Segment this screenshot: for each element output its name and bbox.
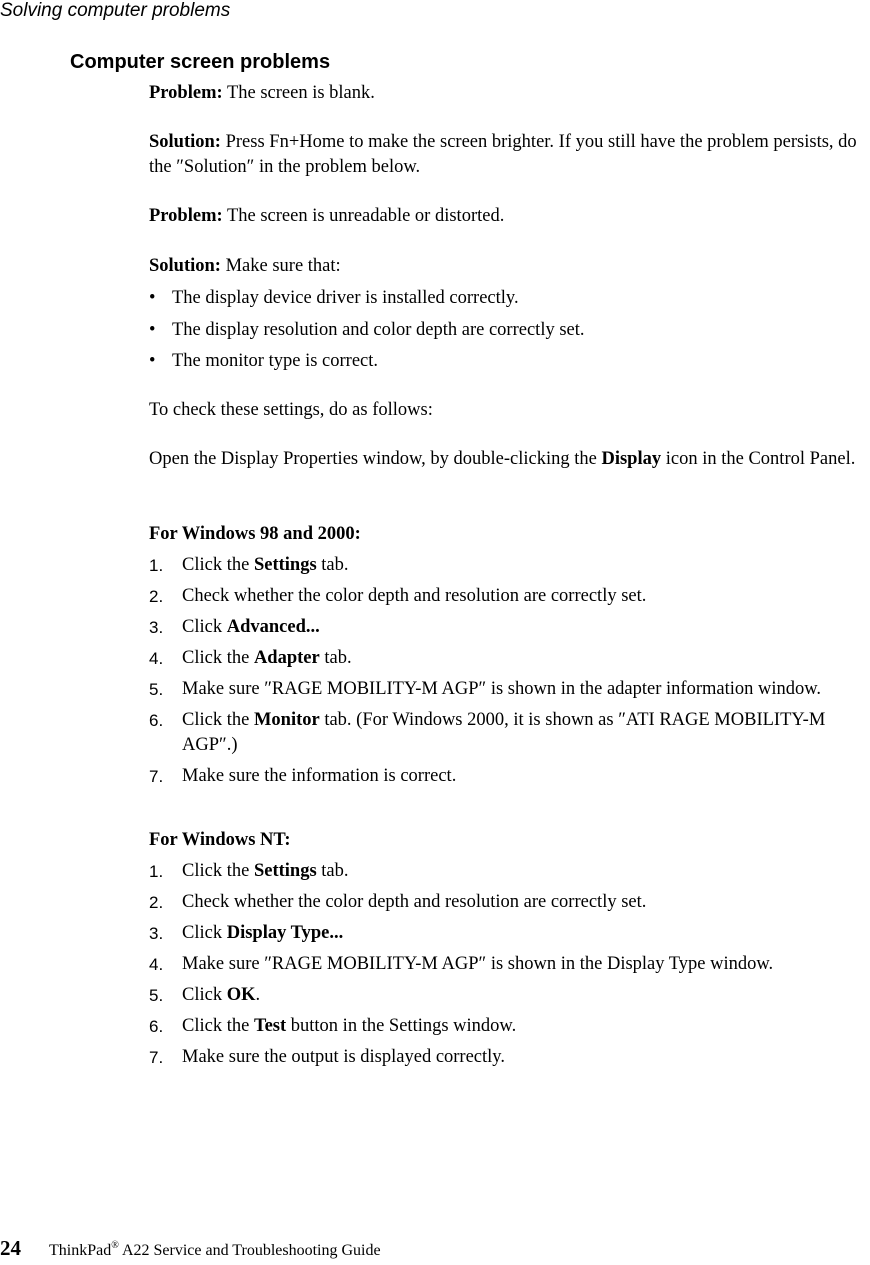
winnt-heading: For Windows NT: xyxy=(149,830,291,850)
display-icon-name: Display xyxy=(601,449,662,469)
problem-2 xyxy=(149,204,870,229)
problem-label: Problem: xyxy=(149,83,223,103)
bullet-icon: • xyxy=(149,319,156,340)
win98-heading: For Windows 98 and 2000: xyxy=(149,524,361,544)
solution-label: Solution: xyxy=(149,256,221,276)
solution-1-text: Press Fn+Home to make the screen brighter. If you still have the problem persists, do the ″Solution″ in the problem below. xyxy=(149,132,857,177)
section-title: Computer screen problems xyxy=(70,51,331,73)
win98-steps xyxy=(149,553,839,795)
check-intro: To check these settings, do as follows: xyxy=(149,400,433,420)
solution-label: Solution: xyxy=(149,132,221,152)
step-item: 5. Click OK. xyxy=(149,985,261,1005)
step-item: 7. Make sure the output is displayed correctly. xyxy=(149,1047,505,1067)
list-item: • The display resolution and color depth are correctly set. xyxy=(149,318,585,350)
list-item: • The display device driver is installed correctly. xyxy=(149,286,585,318)
problem-1-text: The screen is blank. xyxy=(226,83,375,103)
problem-1 xyxy=(149,81,870,106)
page-number: 24 xyxy=(0,1236,21,1260)
step-item: 7. Make sure the information is correct. xyxy=(149,766,457,786)
list-item: • The monitor type is correct. xyxy=(149,349,585,381)
problem-2-text: The screen is unreadable or distorted. xyxy=(226,206,505,226)
step-item: 4. Click the Adapter tab. xyxy=(149,648,352,668)
requirements-list xyxy=(149,286,585,381)
step-item: 6. Click the Test button in the Settings window. xyxy=(149,1016,517,1036)
step-item: 1. Click the Settings tab. xyxy=(149,861,349,881)
bullet-icon: • xyxy=(149,351,156,371)
step-item: 1. Click the Settings tab. xyxy=(149,555,349,575)
solution-2 xyxy=(149,254,870,279)
step-item: 3. Click Advanced... xyxy=(149,617,320,637)
solution-2-intro: Make sure that: xyxy=(225,256,341,276)
winnt-steps xyxy=(149,859,839,1076)
step-item: 2. Check whether the color depth and resolution are correctly set. xyxy=(149,586,647,606)
problem-label: Problem: xyxy=(149,206,223,226)
step-item: 3. Click Display Type... xyxy=(149,923,344,943)
guide-title: ThinkPad® A22 Service and Troubleshooting Guide xyxy=(49,1240,381,1259)
step-item: 5. Make sure ″RAGE MOBILITY-M AGP″ is shown in the adapter information window. xyxy=(149,679,822,699)
running-head: Solving computer problems xyxy=(0,0,231,21)
solution-1 xyxy=(149,130,859,180)
open-display-properties: Open the Display Properties window, by double-clicking the Display icon in the Control Panel. xyxy=(149,449,856,469)
page-footer xyxy=(0,1232,381,1265)
step-item: 4. Make sure ″RAGE MOBILITY-M AGP″ is shown in the Display Type window. xyxy=(149,954,774,974)
bullet-icon: • xyxy=(149,288,156,308)
step-item: 6. Click the Monitor tab. (For Windows 2000, it is shown as ″ATI RAGE MOBILITY-M AGP″.) xyxy=(149,710,826,755)
step-item: 2. Check whether the color depth and resolution are correctly set. xyxy=(149,892,647,912)
